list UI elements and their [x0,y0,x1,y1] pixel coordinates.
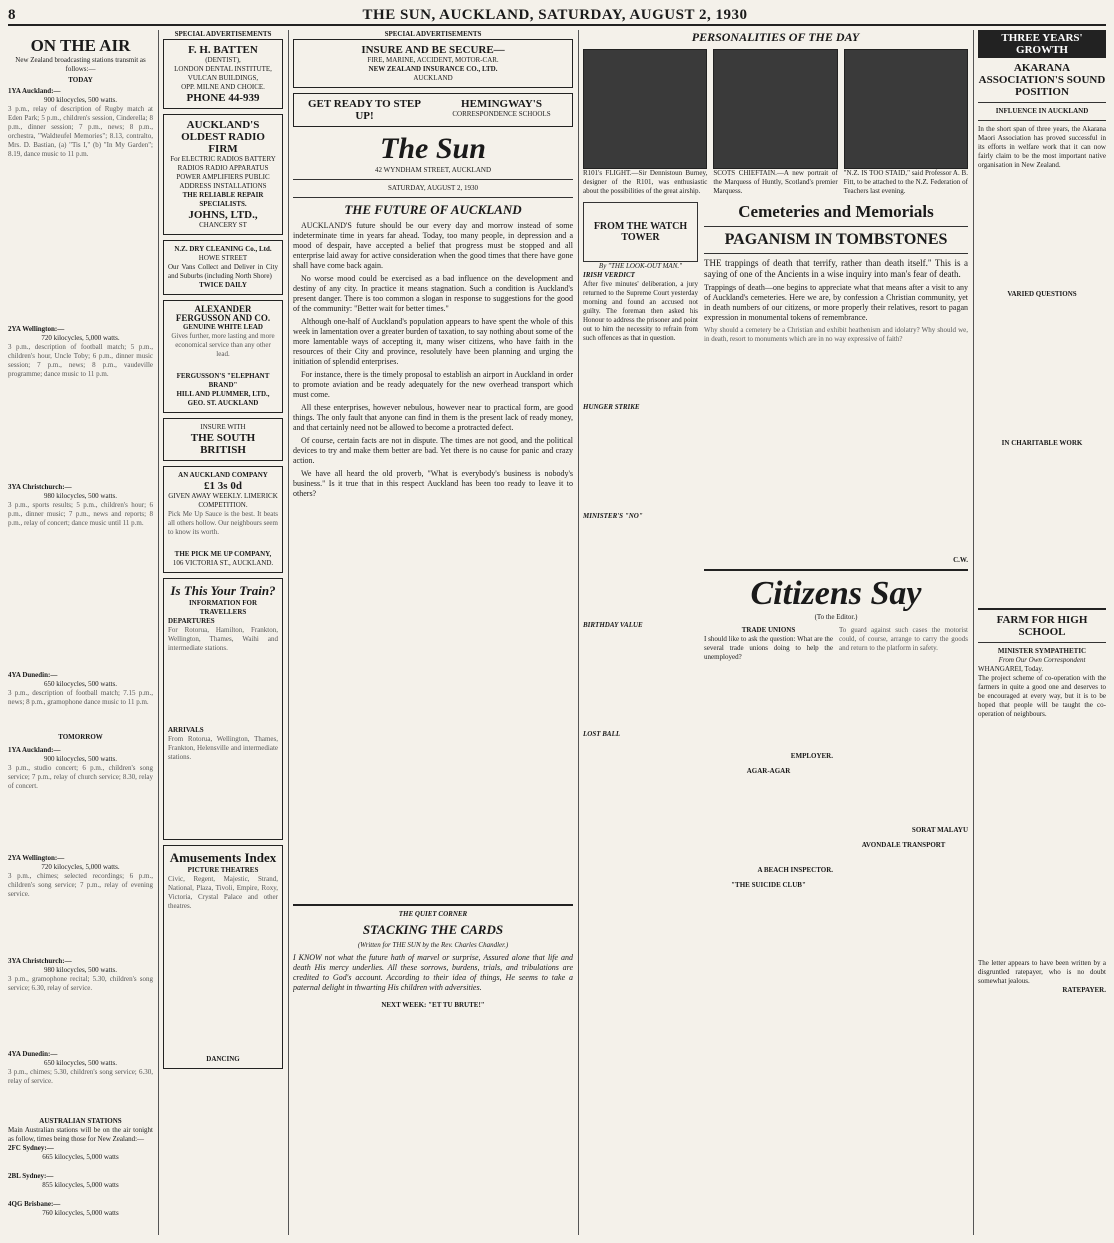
south-british-lead: INSURE WITH [200,423,246,431]
station-freq: 650 kilocycles, 500 watts. [44,1059,117,1067]
train-title: Is This Your Train? [170,583,276,598]
station-name: 2YA Wellington:— [8,325,65,333]
akarana-subhead: VARIED QUESTIONS [1007,290,1077,298]
editorial-paragraph: We have all heard the old proverb, "What is everybody's business is nobody's business." Is it true that in this respect Auckland has been too ready to leave it to others? [293,469,573,498]
cemeteries-sign: C.W. [953,556,968,564]
quiet-corner-label: THE QUIET CORNER [398,910,468,918]
amusements-title: Amusements Index [169,850,277,865]
station-freq: 900 kilocycles, 500 watts. [44,96,117,104]
station-freq: 720 kilocycles, 5,000 watts. [41,334,120,342]
sun-address: 42 WYNDHAM STREET, AUCKLAND [374,166,492,174]
radio-firm-ad [163,114,283,235]
company-body: Pick Me Up Sauce is the best. It beats all others hollow. Our neighbours seem to know its worth. [168,510,278,536]
hemingway-sub: CORRESPONDENCE SCHOOLS [452,110,551,118]
farm-sub: MINISTER SYMPATHETIC [997,647,1087,655]
station-name: 4YA Dunedin:— [8,671,58,679]
station-freq: 855 kilocycles, 5,000 watts [42,1181,119,1189]
ratepayer-sign: RATEPAYER. [1062,986,1106,994]
alexander-body: Gives further, more lasting and more economical service than any other lead. [171,332,275,358]
letter-heading: "THE SUICIDE CLUB" [731,881,806,889]
australian-heading: AUSTRALIAN STATIONS [39,1117,122,1125]
insure-company: NEW ZEALAND INSURANCE CO., LTD. [368,65,498,73]
station-name: 1YA Auckland:— [8,87,61,95]
column-rule [578,30,579,1235]
pick-me-up-ad [163,466,283,573]
station-name: 3YA Christchurch:— [8,483,72,491]
editorial-column [293,30,573,1235]
akarana-column [978,30,1106,1235]
cemeteries-continued: Why should a cemetery be a Christian and exhibit heathenism and idolatry? Why should we, in death, resort to monuments which are in no way expressive of faith? [704,326,968,343]
batten-sub: (DENTIST), [205,56,241,64]
hemingway-ad [293,93,573,127]
farm-place: WHANGAREI, Today. [978,665,1044,673]
alexander-brand: FERGUSSON'S "ELEPHANT BRAND" [176,372,270,389]
editorial-paragraph: AUCKLAND'S future should be our every day and morrow instead of some indeterminate time in years far ahead. Today, too many people, in depression and a mood of despair, have accepted a belief that progress must be stopped and all enterprise laid away for active consideration when the good times that there have gone shall have come back again. [293,221,573,270]
station-name: 4YA Dunedin:— [8,1050,58,1058]
south-british-ad [163,418,283,461]
cemeteries-subtitle: PAGANISM IN TOMBSTONES [724,231,948,248]
farm-body: The project scheme of co-operation with the farmers in quite a good one and deserves to be encouraged at every way, but it is to be hoped that people will be taught the co-operation of neighbours. [978,674,1106,718]
sun-date: SATURDAY, AUGUST 2, 1930 [388,184,478,192]
alexander-title: ALEXANDER FERGUSSON AND CO. [175,304,271,323]
station-name: 1YA Auckland:— [8,746,61,754]
masthead [8,6,1106,26]
cleaning-body: Our Vans Collect and Deliver in City and Suburbs (including North Shore) [168,263,278,280]
station-freq: 760 kilocycles, 5,000 watts [42,1209,119,1217]
station-name: 4QG Brisbane:— [8,1200,61,1208]
portrait-caption: "N.Z. IS TOO STAID," said Professor A. B. Fitt, to be attached to the N.Z. Federation of Teachers last evening. [843,169,968,195]
editorial-paragraph: No worse mood could be exercised as a bad influence on the development and destiny of any city. In practice it means stagnation. Such a condition is Auckland's present danger. There is too common a slogan in response to suggestions for the good of the community: "Better wait for better times." [293,274,573,313]
watch-tower-section: HUNGER STRIKE [583,403,640,411]
station-name: 2BL Sydney:— [8,1172,54,1180]
sun-nameplate: The Sun [380,132,486,165]
editorial-title: THE FUTURE OF AUCKLAND [344,202,522,217]
batten-addr: VULCAN BUILDINGS, [187,74,259,82]
watch-tower-body: After five minutes' deliberation, a jury returned to the Supreme Court yesterday morning and found an accused not guilty. The foreman then asked his Honour to address the prisoner and point out to him the necessity to refrain from such offences as that in question. [583,280,698,342]
batten-ad [163,39,283,109]
letter-continued: To guard against such cases the motorist could, of course, arrange to carry the goods and return to the platform in safety. [839,626,968,652]
station-freq: 900 kilocycles, 500 watts. [44,755,117,763]
akarana-heading: THREE YEARS' GROWTH [978,30,1106,58]
alexander-dist: HILL AND PLUMMER, LTD., GEO. ST. AUCKLAND [176,390,270,407]
arrivals-list: From Rotorua, Wellington, Thames, Frankton, Helensville and intermediate stations. [168,735,278,761]
insure-title: INSURE AND BE SECURE— [361,44,505,56]
on-the-air-heading: ON THE AIR [30,36,131,55]
editorial-paragraph: For instance, there is the timely proposal to establish an airport in Auckland in order to promote aviation and be ready adequately for the new overhead transport which must come. [293,370,573,399]
program-listing: 3 p.m., sports results; 5 p.m., children's hour; 6 p.m., dinner music; 7 p.m., news and reports; 8 p.m., relay of concert; dance music until 11 p.m. [8,501,153,527]
quiet-corner-body: I KNOW not what the future hath of marvel or surprise, Assured alone that life and death His mercy underlies. All these sorrows, burdens, trials, and tribulations are credited to God's account. According to their idea of things, He seems to take a paternal delight in thwarting His children with adversities. [293,953,573,992]
batten-name: F. H. BATTEN [188,44,258,56]
letter-body: I should like to ask the question: What are the several trade unions doing to help the unemployed? [704,635,833,661]
dancing-label: DANCING [206,1055,240,1063]
south-british-name: THE SOUTH BRITISH [190,432,256,456]
program-listing: 3 p.m., description of football match; 7.15 p.m., news; 8 p.m., gramophone dance music to 11 p.m. [8,689,153,706]
company-addr: 106 VICTORIA ST., AUCKLAND. [172,559,274,567]
program-listing: 3 p.m., relay of description of Rugby match at Eden Park; 5 p.m., children's session, Cinderella; 8 p.m., dinner session; 7 p.m., news; 8 p.m., orchestra, "Waldteufel Memories"; 8.13, contralto, Mrs. D. Bastian, (a) "Tis I," (b) "In My Garden"; 8.19, dance music to 11 p.m. [8,105,153,158]
portrait-caption: R101's FLIGHT.—Sir Dennistoun Burney, designer of the R101, was enthusiastic about the possibilities of the great airship. [583,169,708,195]
amusements-list: Civic, Regent, Majestic, Strand, National, Plaza, Tivoli, Empire, Roxy, Victoria, Crystal Palace and other theatres. [168,875,278,910]
akarana-subhead: IN CHARITABLE WORK [1001,439,1083,447]
watch-tower [583,202,698,890]
radio-firm-addr: CHANCERY ST [199,221,247,229]
watch-tower-section: IRISH VERDICT [583,271,635,279]
features-column [583,30,968,1235]
citizens-sub: (To the Editor.) [814,613,858,621]
station-freq: 720 kilocycles, 5,000 watts. [41,863,120,871]
insure-label: SPECIAL ADVERTISEMENTS [384,30,482,38]
departures-list: For Rotorua, Hamilton, Frankton, Wellington, Thames, Waihi and intermediate stations. [168,626,278,652]
alexander-fergusson-ad [163,300,283,413]
amusements-sub: PICTURE THEATRES [187,866,259,874]
page-number: 8 [8,6,16,23]
today-label: TODAY [68,76,93,84]
quiet-corner-next: NEXT WEEK: "ET TU BRUTE!" [381,1001,485,1009]
editorial-body [293,221,573,499]
column-rule [158,30,159,1235]
station-freq: 650 kilocycles, 500 watts. [44,680,117,688]
letter-heading: AVONDALE TRANSPORT [861,841,946,849]
ratepayer-body: The letter appears to have been written by a disgruntled ratepayer, who is no doubt somewhat jealous. [978,959,1106,985]
train-sub: INFORMATION FOR TRAVELLERS [188,599,258,616]
letter-heading: TRADE UNIONS [741,626,796,634]
quiet-corner-byline: (Written for THE SUN by the Rev. Charles Chandler.) [357,941,509,949]
program-listing: 3 p.m., studio concert; 6 p.m., children's song service; 7 p.m., relay of church service; 8.30, relay of concert. [8,764,153,790]
amusements-index [163,845,283,1069]
station-name: 3YA Christchurch:— [8,957,72,965]
station-freq: 980 kilocycles, 500 watts. [44,492,117,500]
hemingway-name: HEMINGWAY'S [461,98,542,110]
watch-tower-logo: FROM THE WATCH TOWER [583,202,698,262]
train-info [163,578,283,840]
program-listing: 3 p.m., gramophone recital; 5.30, children's song service; 6.30, relay of service. [8,975,153,992]
letter-sign: EMPLOYER. [790,752,833,760]
portrait-photo [713,49,837,169]
on-the-air-intro: New Zealand broadcasting stations transmit as follows:— [15,56,146,73]
farm-title: FARM FOR HIGH SCHOOL [996,614,1088,638]
radio-firm-title: AUCKLAND'S OLDEST RADIO FIRM [181,119,265,155]
column-rule [973,30,974,1235]
station-freq: 665 kilocycles, 5,000 watts [42,1153,119,1161]
company-sub: GIVEN AWAY WEEKLY. LIMERICK COMPETITION. [168,492,278,509]
cemeteries-body: Trappings of death—one begins to appreciate what that means after a visit to any of Auckland's cemeteries. Here we are, by confession a Christian community, yet in death numbers of our citizens, or more properly their relatives, resort to pagan expression in monumental tokens of remembrance. [704,283,968,322]
quiet-corner-title: STACKING THE CARDS [362,922,504,937]
letter-heading: AGAR-AGAR [746,767,791,775]
watch-tower-section: LOST BALL [583,730,621,738]
akarana-body: In the short span of three years, the Akarana Maori Association has proved successful in its efforts in welfare work that it can now fairly claim to be the most important native organisation in New Zealand. [978,125,1106,169]
cemeteries-lead: THE trappings of death that terrify, rather than death itself." This is a saying of one of the Ancients in a wise inquiry into man's fear of death. [704,258,968,279]
insure-city: AUCKLAND [413,74,453,82]
departures-label: DEPARTURES [168,617,215,625]
radio-firm-body: For ELECTRIC RADIOS BATTERY RADIOS RADIO APPARATUS POWER AMPLIFIERS PUBLIC ADDRESS INSTALLATIONS [170,155,276,190]
ads-column [163,30,283,1235]
personality-photos [583,49,968,196]
letter-sign: A BEACH INSPECTOR. [757,866,833,874]
alexander-sub: GENUINE WHITE LEAD [182,323,263,331]
editorial-paragraph: All these enterprises, however nebulous, however near to practical form, are good things. The only fault that anyone can find in them is the present lack of ready money, and that certainly need not be allowed to become a protracted defect. [293,403,573,432]
company-prize: £1 3s 0d [204,480,242,492]
station-name: 2FC Sydney:— [8,1144,54,1152]
cleaning-daily: TWICE DAILY [199,281,247,289]
watch-tower-byline: By "THE LOOK-OUT MAN." [598,262,683,270]
program-listing: 3 p.m., chimes; selected recordings; 6 p.m., children's song service; 7 p.m., relay of evening service. [8,872,153,898]
cemeteries-title: Cemeteries and Memorials [738,202,934,221]
insure-sub: FIRE, MARINE, ACCIDENT, MOTOR-CAR. [367,56,499,64]
australian-intro: Main Australian stations will be on the air tonight as follow, times being those for New Zealand:— [8,1126,153,1143]
citizens-title: Citizens Say [750,575,922,612]
hemingway-left: GET READY TO STEP UP! [308,98,421,122]
personalities-heading: PERSONALITIES OF THE DAY [691,30,860,44]
masthead-title: THE SUN, AUCKLAND, SATURDAY, AUGUST 2, 1930 [362,6,748,23]
akarana-sub: INFLUENCE IN AUCKLAND [995,107,1089,115]
insure-ad [293,39,573,88]
arrivals-label: ARRIVALS [168,726,204,734]
station-freq: 980 kilocycles, 500 watts. [44,966,117,974]
cleaning-title: N.Z. DRY CLEANING Co., Ltd. [174,245,272,253]
editorial-paragraph: Although one-half of Auckland's population appears to have spent the whole of this week in lamentation over a greater burden of taxation, to say nothing about some of the more lamentable ways of accepting it, many wiser citizens, who have faith in the resources of their City and province, resolutely have been planning and urging the initiation of splendid enterprises. [293,317,573,366]
batten-addr: LONDON DENTAL INSTITUTE, [174,65,272,73]
radio-firm-name: JOHNS, LTD., [188,209,258,221]
editorial-paragraph: Of course, certain facts are not in dispute. The times are not good, and the political devices to try and make them better are bad. Yet there is no cause for panic and crazy action. [293,436,573,465]
akarana-title: AKARANA ASSOCIATION'S SOUND POSITION [978,62,1106,98]
program-listing: 3 p.m., description of football match; 5 p.m., children's hour, Uncle Toby; 6 p.m., dinner music session; 7 p.m., news; 8 p.m., vaudeville programme; dance music to 11 p.m. [8,343,153,378]
watch-tower-section: BIRTHDAY VALUE [583,621,643,629]
column-rule [288,30,289,1235]
station-name: 2YA Wellington:— [8,854,65,862]
quiet-corner [293,900,573,1010]
farm-from: From Our Own Correspondent [998,656,1086,664]
batten-phone: PHONE 44-939 [186,92,260,104]
special-ads-label: SPECIAL ADVERTISEMENTS [174,30,272,38]
dry-cleaning-ad [163,240,283,295]
watch-tower-section: MINISTER'S "NO" [583,512,643,520]
company-firm: THE PICK ME UP COMPANY, [174,550,272,558]
letter-sign: SORAT MALAYU [911,826,968,834]
radio-firm-tag: THE RELIABLE REPAIR SPECIALISTS. [182,191,264,208]
cleaning-addr: HOWE STREET [198,254,248,262]
portrait-photo [844,49,968,169]
program-listing: 3 p.m., chimes; 5.30, children's song service; 6.30, relay of service. [8,1068,153,1085]
portrait-caption: SCOTS CHIEFTAIN.—A new portrait of the Marquess of Huntly, Scotland's premier Marquess. [713,169,838,195]
batten-addr: OPP. MILNE AND CHOICE. [181,83,265,91]
company-name: AN AUCKLAND COMPANY [178,471,268,479]
on-the-air-column [8,30,153,1235]
portrait-photo [583,49,707,169]
tomorrow-label: TOMORROW [58,733,103,741]
